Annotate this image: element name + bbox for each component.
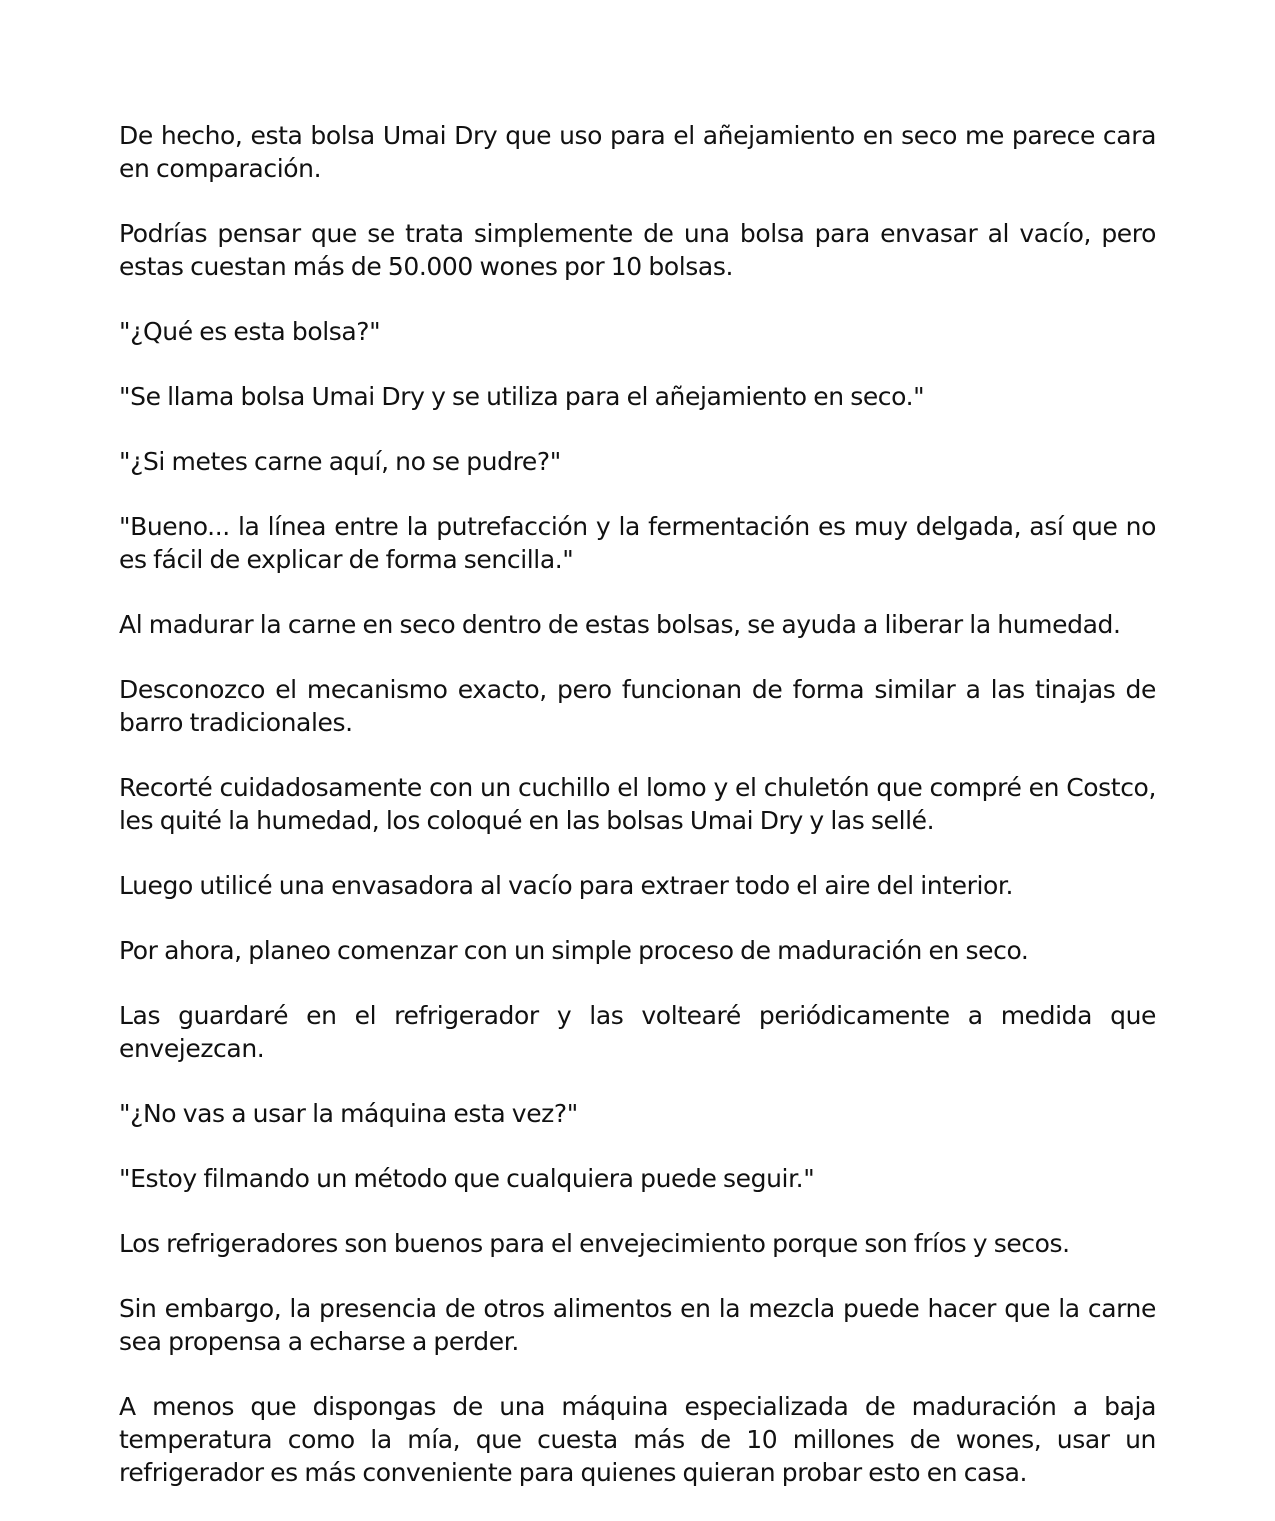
paragraph-7: Al madurar la carne en seco dentro de estas bolsas, se ayuda a liberar la humedad. bbox=[119, 610, 1121, 639]
paragraph-2: Podrías pensar que se trata simplemente de una bolsa para envasar al vacío, pero estas cuestan más de 50.000 wones por 10 bolsas. bbox=[119, 219, 1156, 281]
paragraph-8: Desconozco el mecanismo exacto, pero funcionan de forma similar a las tinajas de barro tradicionales. bbox=[119, 675, 1156, 737]
paragraph-4: "Se llama bolsa Umai Dry y se utiliza para el añejamiento en seco." bbox=[119, 382, 925, 411]
paragraph-17: A menos que dispongas de una máquina especializada de maduración a baja temperatura como la mía, que cuesta más de 10 millones de wones, usar un refrigerador es más conveniente para quienes quieran probar esto en casa. bbox=[119, 1392, 1156, 1487]
paragraph-15: Los refrigeradores son buenos para el envejecimiento porque son fríos y secos. bbox=[119, 1229, 1070, 1258]
paragraph-9: Recorté cuidadosamente con un cuchillo el lomo y el chuletón que compré en Costco, les quité la humedad, los coloqué en las bolsas Umai Dry y las sellé. bbox=[119, 773, 1156, 835]
paragraph-6: "Bueno... la línea entre la putrefacción y la fermentación es muy delgada, así que no es fácil de explicar de forma sencilla." bbox=[119, 512, 1156, 574]
paragraph-14: "Estoy filmando un método que cualquiera puede seguir." bbox=[119, 1164, 815, 1193]
paragraph-16: Sin embargo, la presencia de otros alimentos en la mezcla puede hacer que la carne sea propensa a echarse a perder. bbox=[119, 1294, 1156, 1356]
paragraph-11: Por ahora, planeo comenzar con un simple proceso de maduración en seco. bbox=[119, 936, 1029, 965]
paragraph-12: Las guardaré en el refrigerador y las voltearé periódicamente a medida que envejezcan. bbox=[119, 1001, 1156, 1063]
paragraph-5: "¿Si metes carne aquí, no se pudre?" bbox=[119, 447, 561, 476]
paragraph-13: "¿No vas a usar la máquina esta vez?" bbox=[119, 1099, 578, 1128]
paragraph-1: De hecho, esta bolsa Umai Dry que uso para el añejamiento en seco me parece cara en comparación. bbox=[119, 121, 1156, 183]
document-page bbox=[119, 119, 1156, 1521]
paragraph-10: Luego utilicé una envasadora al vacío para extraer todo el aire del interior. bbox=[119, 871, 1014, 900]
paragraph-3: "¿Qué es esta bolsa?" bbox=[119, 317, 381, 346]
